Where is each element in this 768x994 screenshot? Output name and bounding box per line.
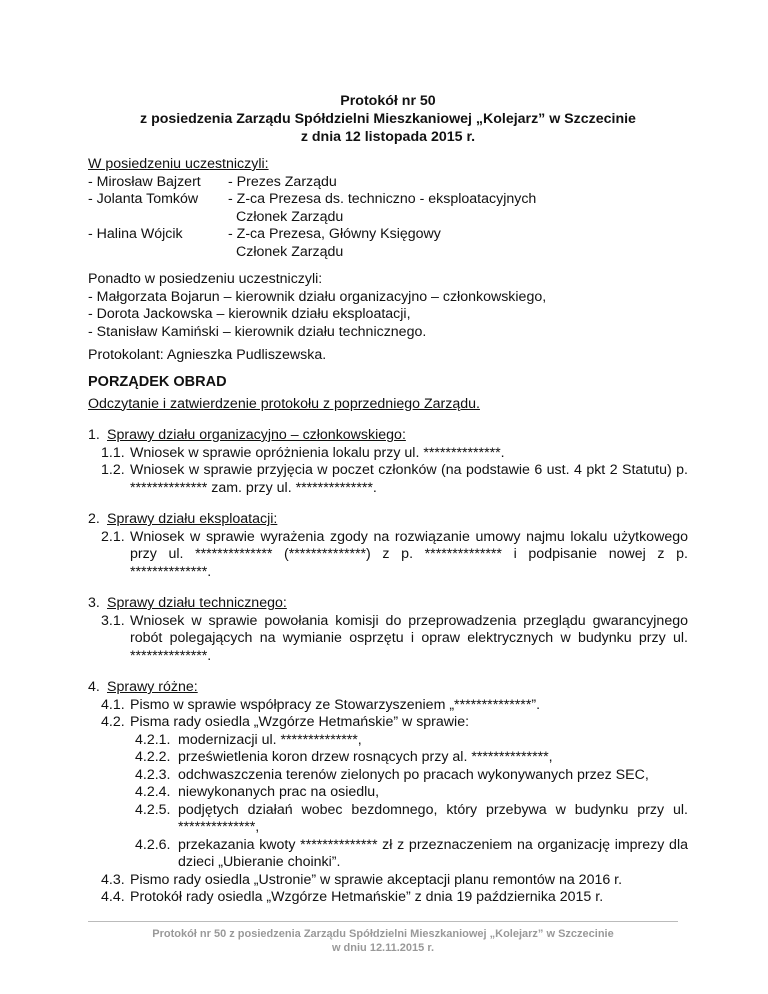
item-number: 2.1. — [101, 528, 125, 545]
agenda-section-2 — [88, 511, 688, 581]
participant-role: - Z-ca Prezesa ds. techniczno - eksploatacyjnych — [228, 191, 537, 207]
item-text: Pismo w sprawie współpracy ze Stowarzyszeniem „**************”. — [130, 696, 541, 713]
agenda-section-1 — [88, 427, 688, 497]
subitem-number: 4.2.5. — [135, 801, 171, 818]
section-title: Sprawy działu organizacyjno – członkowskiego: — [107, 427, 406, 443]
agenda-section-3 — [88, 595, 688, 665]
agenda-item — [88, 462, 688, 497]
subitem-text: przekazania kwoty ************** zł z przeznaczeniem na organizację imprezy dla dzieci „Ubieranie choinki”. — [178, 836, 688, 870]
subitem-text: niewykonanych prac na osiedlu, — [178, 784, 380, 800]
section-number: 1. — [88, 427, 100, 443]
document-title — [88, 92, 688, 146]
subitem-number: 4.2.2. — [135, 749, 171, 765]
item-number: 1.1. — [101, 444, 125, 461]
agenda-item — [88, 613, 688, 666]
subitem-text: odchwaszczenia terenów zielonych po pracach wykonywanych przez SEC, — [178, 766, 649, 783]
item-text: Wniosek w sprawie opróżnienia lokalu przy ul. **************. — [130, 444, 505, 461]
item-number: 4.3. — [101, 871, 125, 888]
agenda-subitem — [88, 749, 688, 767]
agenda-section-4 — [88, 679, 688, 907]
item-number: 4.2. — [101, 714, 125, 730]
participant-name: - Jolanta Tomków — [88, 191, 199, 207]
participant-role-secondary: Członek Zarządu — [236, 243, 344, 260]
participant-role-secondary: Członek Zarządu — [236, 208, 344, 225]
item-text: Wniosek w sprawie powołania komisji do przeprowadzenia przeglądu gwarancyjnego robót polegających na wymianie osprzętu i opraw elektrycznych w budynku przy ul. **************. — [130, 612, 688, 664]
section-title: Sprawy działu technicznego: — [107, 595, 287, 611]
agenda-item — [88, 872, 688, 890]
also-present-section — [88, 271, 688, 341]
section-number: 2. — [88, 511, 100, 527]
title-line-3: z dnia 12 listopada 2015 r. — [300, 129, 476, 145]
participant-row — [88, 226, 688, 261]
agenda-subitem — [88, 732, 688, 750]
section-title: Sprawy różne: — [107, 679, 198, 695]
item-text: Wniosek w sprawie przyjęcia w poczet członków (na podstawie 6 ust. 4 pkt 2 Statutu) p. ************** zam. przy ul. **************. — [130, 462, 688, 496]
section-title: Sprawy działu eksploatacji: — [107, 511, 278, 527]
also-present-item: - Dorota Jackowska – kierownik działu eksploatacji, — [88, 306, 411, 322]
agenda-heading: PORZĄDEK OBRAD — [88, 373, 227, 390]
participant-name: - Mirosław Bajzert — [88, 173, 201, 190]
agenda-subitem — [88, 767, 688, 785]
agenda-item — [88, 697, 688, 715]
item-text: Protokół rady osiedla „Wzgórze Hetmańskie” z dnia 19 października 2015 r. — [130, 889, 604, 905]
subitem-number: 4.2.3. — [135, 766, 171, 783]
footer-line-2: w dniu 12.11.2015 r. — [331, 942, 435, 954]
document-page — [88, 92, 688, 907]
item-number: 1.2. — [101, 462, 125, 478]
title-line-1: Protokół nr 50 — [340, 93, 436, 109]
title-line-2: z posiedzenia Zarządu Spółdzielni Mieszkaniowej „Kolejarz” w Szczecinie — [140, 111, 636, 127]
subitem-number: 4.2.4. — [135, 784, 171, 800]
agenda-subitem — [88, 784, 688, 802]
item-text: Pisma rady osiedla „Wzgórze Hetmańskie” w sprawie: — [130, 714, 470, 730]
footer-line-1: Protokół nr 50 z posiedzenia Zarządu Spółdzielni Mieszkaniowej „Kolejarz” w Szczecinie — [152, 928, 614, 940]
item-text: Pismo rady osiedla „Ustronie” w sprawie akceptacji planu remontów na 2016 r. — [130, 871, 623, 888]
agenda-item — [88, 889, 688, 907]
subitem-number: 4.2.6. — [135, 836, 171, 853]
participant-role: - Prezes Zarządu — [228, 173, 337, 190]
subitem-text: modernizacji ul. **************, — [178, 731, 362, 748]
also-present-item: - Stanisław Kamiński – kierownik działu technicznego. — [88, 323, 427, 340]
agenda-subitem — [88, 837, 688, 872]
agenda-item — [88, 714, 688, 732]
item-text: Wniosek w sprawie wyrażenia zgody na rozwiązanie umowy najmu lokalu użytkowego przy ul. ************** (**************) z p. ************** i podpisanie nowej z p. **************. — [130, 528, 688, 580]
item-number: 3.1. — [101, 612, 125, 629]
participant-role-block — [228, 191, 688, 226]
agenda-intro: Odczytanie i zatwierdzenie protokołu z poprzedniego Zarządu. — [88, 395, 480, 412]
participants-section — [88, 156, 688, 261]
section-number: 4. — [88, 679, 100, 695]
participant-role: - Z-ca Prezesa, Główny Księgowy — [228, 226, 441, 242]
footer-divider — [88, 921, 678, 922]
participant-role-block — [228, 226, 688, 261]
also-present-heading: Ponadto w posiedzeniu uczestniczyli: — [88, 271, 323, 287]
section-number: 3. — [88, 595, 100, 611]
protokolant: Protokolant: Agnieszka Pudliszewska. — [88, 347, 327, 363]
agenda-subitem — [88, 802, 688, 837]
section-title-row — [88, 427, 688, 445]
participant-row — [88, 191, 688, 226]
participants-heading: W posiedzeniu uczestniczyli: — [88, 156, 269, 172]
item-number: 4.4. — [101, 889, 125, 905]
also-present-item: - Małgorzata Bojarun – kierownik działu organizacyjno – członkowskiego, — [88, 288, 547, 305]
section-title-row — [88, 595, 688, 613]
section-title-row — [88, 511, 688, 529]
subitem-text: prześwietlenia koron drzew rosnących przy al. **************, — [178, 749, 553, 765]
section-title-row — [88, 679, 688, 697]
participant-row — [88, 174, 688, 192]
page-footer — [88, 927, 678, 955]
subitem-text: podjętych działań wobec bezdomnego, który przebywa w budynku przy ul. **************, — [178, 801, 688, 835]
agenda-item — [88, 445, 688, 463]
subitem-number: 4.2.1. — [135, 731, 171, 748]
agenda-item — [88, 529, 688, 582]
participant-name: - Halina Wójcik — [88, 226, 183, 242]
item-number: 4.1. — [101, 696, 125, 713]
